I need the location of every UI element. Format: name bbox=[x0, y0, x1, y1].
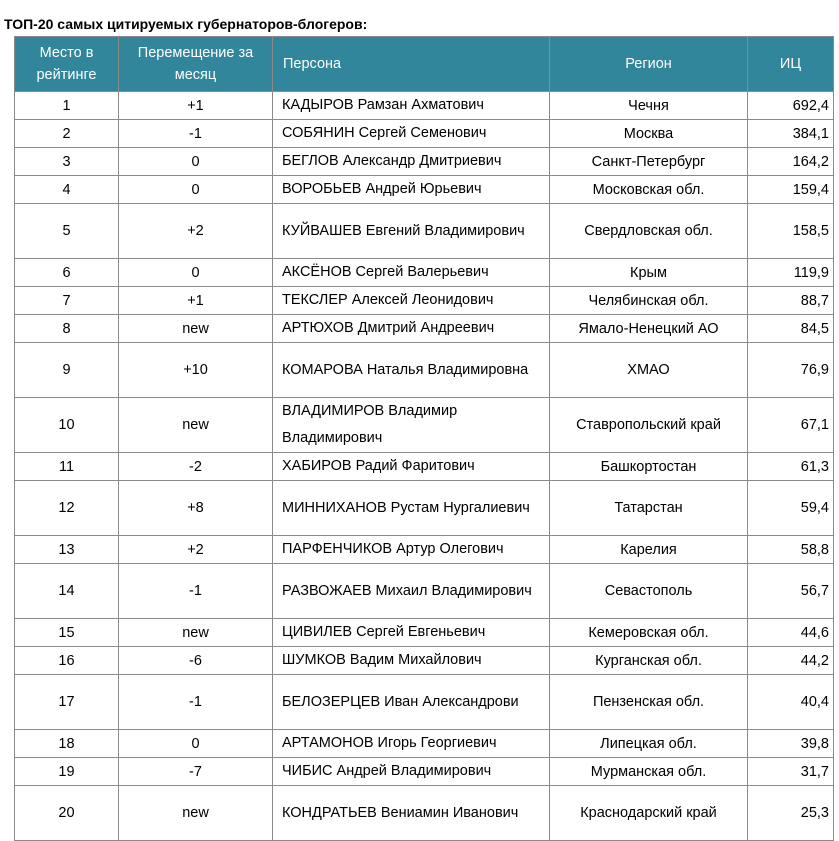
cell-ic: 76,9 bbox=[748, 343, 834, 398]
cell-region: Кемеровская обл. bbox=[550, 619, 748, 647]
table-row bbox=[15, 343, 834, 398]
cell-person: КАДЫРОВ Рамзан Ахматович bbox=[273, 92, 550, 120]
cell-move: +1 bbox=[119, 92, 273, 120]
cell-rank: 18 bbox=[15, 730, 119, 758]
column-header-region: Регион bbox=[550, 37, 748, 92]
table-body bbox=[15, 92, 834, 841]
column-header-person: Персона bbox=[273, 37, 550, 92]
column-header-ic: ИЦ bbox=[748, 37, 834, 92]
cell-move: 0 bbox=[119, 259, 273, 287]
cell-region: Башкортостан bbox=[550, 453, 748, 481]
cell-rank: 19 bbox=[15, 758, 119, 786]
table-row bbox=[15, 619, 834, 647]
cell-move: new bbox=[119, 315, 273, 343]
table-header bbox=[15, 37, 834, 92]
cell-rank: 6 bbox=[15, 259, 119, 287]
cell-region: Мурманская обл. bbox=[550, 758, 748, 786]
cell-rank: 15 bbox=[15, 619, 119, 647]
cell-ic: 40,4 bbox=[748, 675, 834, 730]
cell-move: 0 bbox=[119, 176, 273, 204]
cell-move: -6 bbox=[119, 647, 273, 675]
table-row bbox=[15, 730, 834, 758]
table-row bbox=[15, 536, 834, 564]
table-row bbox=[15, 315, 834, 343]
cell-rank: 1 bbox=[15, 92, 119, 120]
cell-rank: 10 bbox=[15, 398, 119, 453]
cell-rank: 14 bbox=[15, 564, 119, 619]
cell-person: ВОРОБЬЕВ Андрей Юрьевич bbox=[273, 176, 550, 204]
cell-rank: 5 bbox=[15, 204, 119, 259]
cell-region: Ставропольский край bbox=[550, 398, 748, 453]
cell-rank: 17 bbox=[15, 675, 119, 730]
cell-move: new bbox=[119, 786, 273, 841]
header-row bbox=[15, 37, 834, 92]
cell-person: КОМАРОВА Наталья Владимировна bbox=[273, 343, 550, 398]
cell-region: Краснодарский край bbox=[550, 786, 748, 841]
cell-rank: 7 bbox=[15, 287, 119, 315]
cell-person: МИННИХАНОВ Рустам Нургалиевич bbox=[273, 481, 550, 536]
cell-ic: 159,4 bbox=[748, 176, 834, 204]
table-row bbox=[15, 398, 834, 453]
cell-person: КОНДРАТЬЕВ Вениамин Иванович bbox=[273, 786, 550, 841]
table-row bbox=[15, 92, 834, 120]
cell-ic: 58,8 bbox=[748, 536, 834, 564]
cell-person: БЕГЛОВ Александр Дмитриевич bbox=[273, 148, 550, 176]
cell-person: ВЛАДИМИРОВ Владимир Владимирович bbox=[273, 398, 550, 453]
table-row bbox=[15, 120, 834, 148]
cell-region: Санкт-Петербург bbox=[550, 148, 748, 176]
cell-move: -1 bbox=[119, 564, 273, 619]
table-row bbox=[15, 176, 834, 204]
cell-move: new bbox=[119, 398, 273, 453]
table-row bbox=[15, 758, 834, 786]
cell-person: АРТАМОНОВ Игорь Георгиевич bbox=[273, 730, 550, 758]
column-header-move: Перемещение за месяц bbox=[119, 37, 273, 92]
cell-ic: 88,7 bbox=[748, 287, 834, 315]
cell-region: Крым bbox=[550, 259, 748, 287]
cell-rank: 12 bbox=[15, 481, 119, 536]
rating-table bbox=[14, 36, 834, 841]
table-row bbox=[15, 675, 834, 730]
cell-move: -7 bbox=[119, 758, 273, 786]
table-row bbox=[15, 259, 834, 287]
table-row bbox=[15, 786, 834, 841]
cell-person: АРТЮХОВ Дмитрий Андреевич bbox=[273, 315, 550, 343]
cell-region: Карелия bbox=[550, 536, 748, 564]
cell-move: 0 bbox=[119, 148, 273, 176]
cell-region: Пензенская обл. bbox=[550, 675, 748, 730]
cell-rank: 16 bbox=[15, 647, 119, 675]
cell-move: +8 bbox=[119, 481, 273, 536]
cell-person: ЧИБИС Андрей Владимирович bbox=[273, 758, 550, 786]
cell-region: Московская обл. bbox=[550, 176, 748, 204]
cell-move: 0 bbox=[119, 730, 273, 758]
cell-region: Ямало-Ненецкий АО bbox=[550, 315, 748, 343]
cell-person: ЦИВИЛЕВ Сергей Евгеньевич bbox=[273, 619, 550, 647]
cell-region: Свердловская обл. bbox=[550, 204, 748, 259]
cell-person: РАЗВОЖАЕВ Михаил Владимирович bbox=[273, 564, 550, 619]
cell-move: -1 bbox=[119, 120, 273, 148]
cell-rank: 13 bbox=[15, 536, 119, 564]
cell-ic: 31,7 bbox=[748, 758, 834, 786]
cell-move: new bbox=[119, 619, 273, 647]
cell-rank: 2 bbox=[15, 120, 119, 148]
table-row bbox=[15, 453, 834, 481]
cell-person: СОБЯНИН Сергей Семенович bbox=[273, 120, 550, 148]
cell-person: ТЕКСЛЕР Алексей Леонидович bbox=[273, 287, 550, 315]
cell-ic: 25,3 bbox=[748, 786, 834, 841]
cell-ic: 164,2 bbox=[748, 148, 834, 176]
cell-ic: 61,3 bbox=[748, 453, 834, 481]
cell-move: +2 bbox=[119, 204, 273, 259]
cell-region: ХМАО bbox=[550, 343, 748, 398]
cell-ic: 692,4 bbox=[748, 92, 834, 120]
table-row bbox=[15, 481, 834, 536]
cell-rank: 11 bbox=[15, 453, 119, 481]
cell-region: Чечня bbox=[550, 92, 748, 120]
table-row bbox=[15, 204, 834, 259]
cell-ic: 84,5 bbox=[748, 315, 834, 343]
cell-rank: 8 bbox=[15, 315, 119, 343]
cell-ic: 384,1 bbox=[748, 120, 834, 148]
cell-region: Липецкая обл. bbox=[550, 730, 748, 758]
cell-ic: 44,2 bbox=[748, 647, 834, 675]
cell-region: Челябинская обл. bbox=[550, 287, 748, 315]
cell-person: КУЙВАШЕВ Евгений Владимирович bbox=[273, 204, 550, 259]
cell-move: -2 bbox=[119, 453, 273, 481]
cell-rank: 3 bbox=[15, 148, 119, 176]
cell-ic: 67,1 bbox=[748, 398, 834, 453]
cell-rank: 9 bbox=[15, 343, 119, 398]
cell-move: +1 bbox=[119, 287, 273, 315]
cell-rank: 20 bbox=[15, 786, 119, 841]
cell-move: +2 bbox=[119, 536, 273, 564]
cell-ic: 44,6 bbox=[748, 619, 834, 647]
cell-ic: 158,5 bbox=[748, 204, 834, 259]
cell-region: Москва bbox=[550, 120, 748, 148]
table-row bbox=[15, 564, 834, 619]
cell-rank: 4 bbox=[15, 176, 119, 204]
table-row bbox=[15, 647, 834, 675]
cell-person: ШУМКОВ Вадим Михайлович bbox=[273, 647, 550, 675]
cell-region: Севастополь bbox=[550, 564, 748, 619]
table-row bbox=[15, 148, 834, 176]
cell-ic: 59,4 bbox=[748, 481, 834, 536]
page-title: ТОП-20 самых цитируемых губернаторов-блогеров: bbox=[4, 16, 368, 32]
cell-person: БЕЛОЗЕРЦЕВ Иван Александрови bbox=[273, 675, 550, 730]
cell-person: ХАБИРОВ Радий Фаритович bbox=[273, 453, 550, 481]
cell-ic: 39,8 bbox=[748, 730, 834, 758]
cell-ic: 56,7 bbox=[748, 564, 834, 619]
cell-person: АКСЁНОВ Сергей Валерьевич bbox=[273, 259, 550, 287]
table-row bbox=[15, 287, 834, 315]
cell-person: ПАРФЕНЧИКОВ Артур Олегович bbox=[273, 536, 550, 564]
cell-region: Курганская обл. bbox=[550, 647, 748, 675]
cell-move: -1 bbox=[119, 675, 273, 730]
cell-ic: 119,9 bbox=[748, 259, 834, 287]
cell-region: Татарстан bbox=[550, 481, 748, 536]
cell-move: +10 bbox=[119, 343, 273, 398]
column-header-rank: Место в рейтинге bbox=[15, 37, 119, 92]
